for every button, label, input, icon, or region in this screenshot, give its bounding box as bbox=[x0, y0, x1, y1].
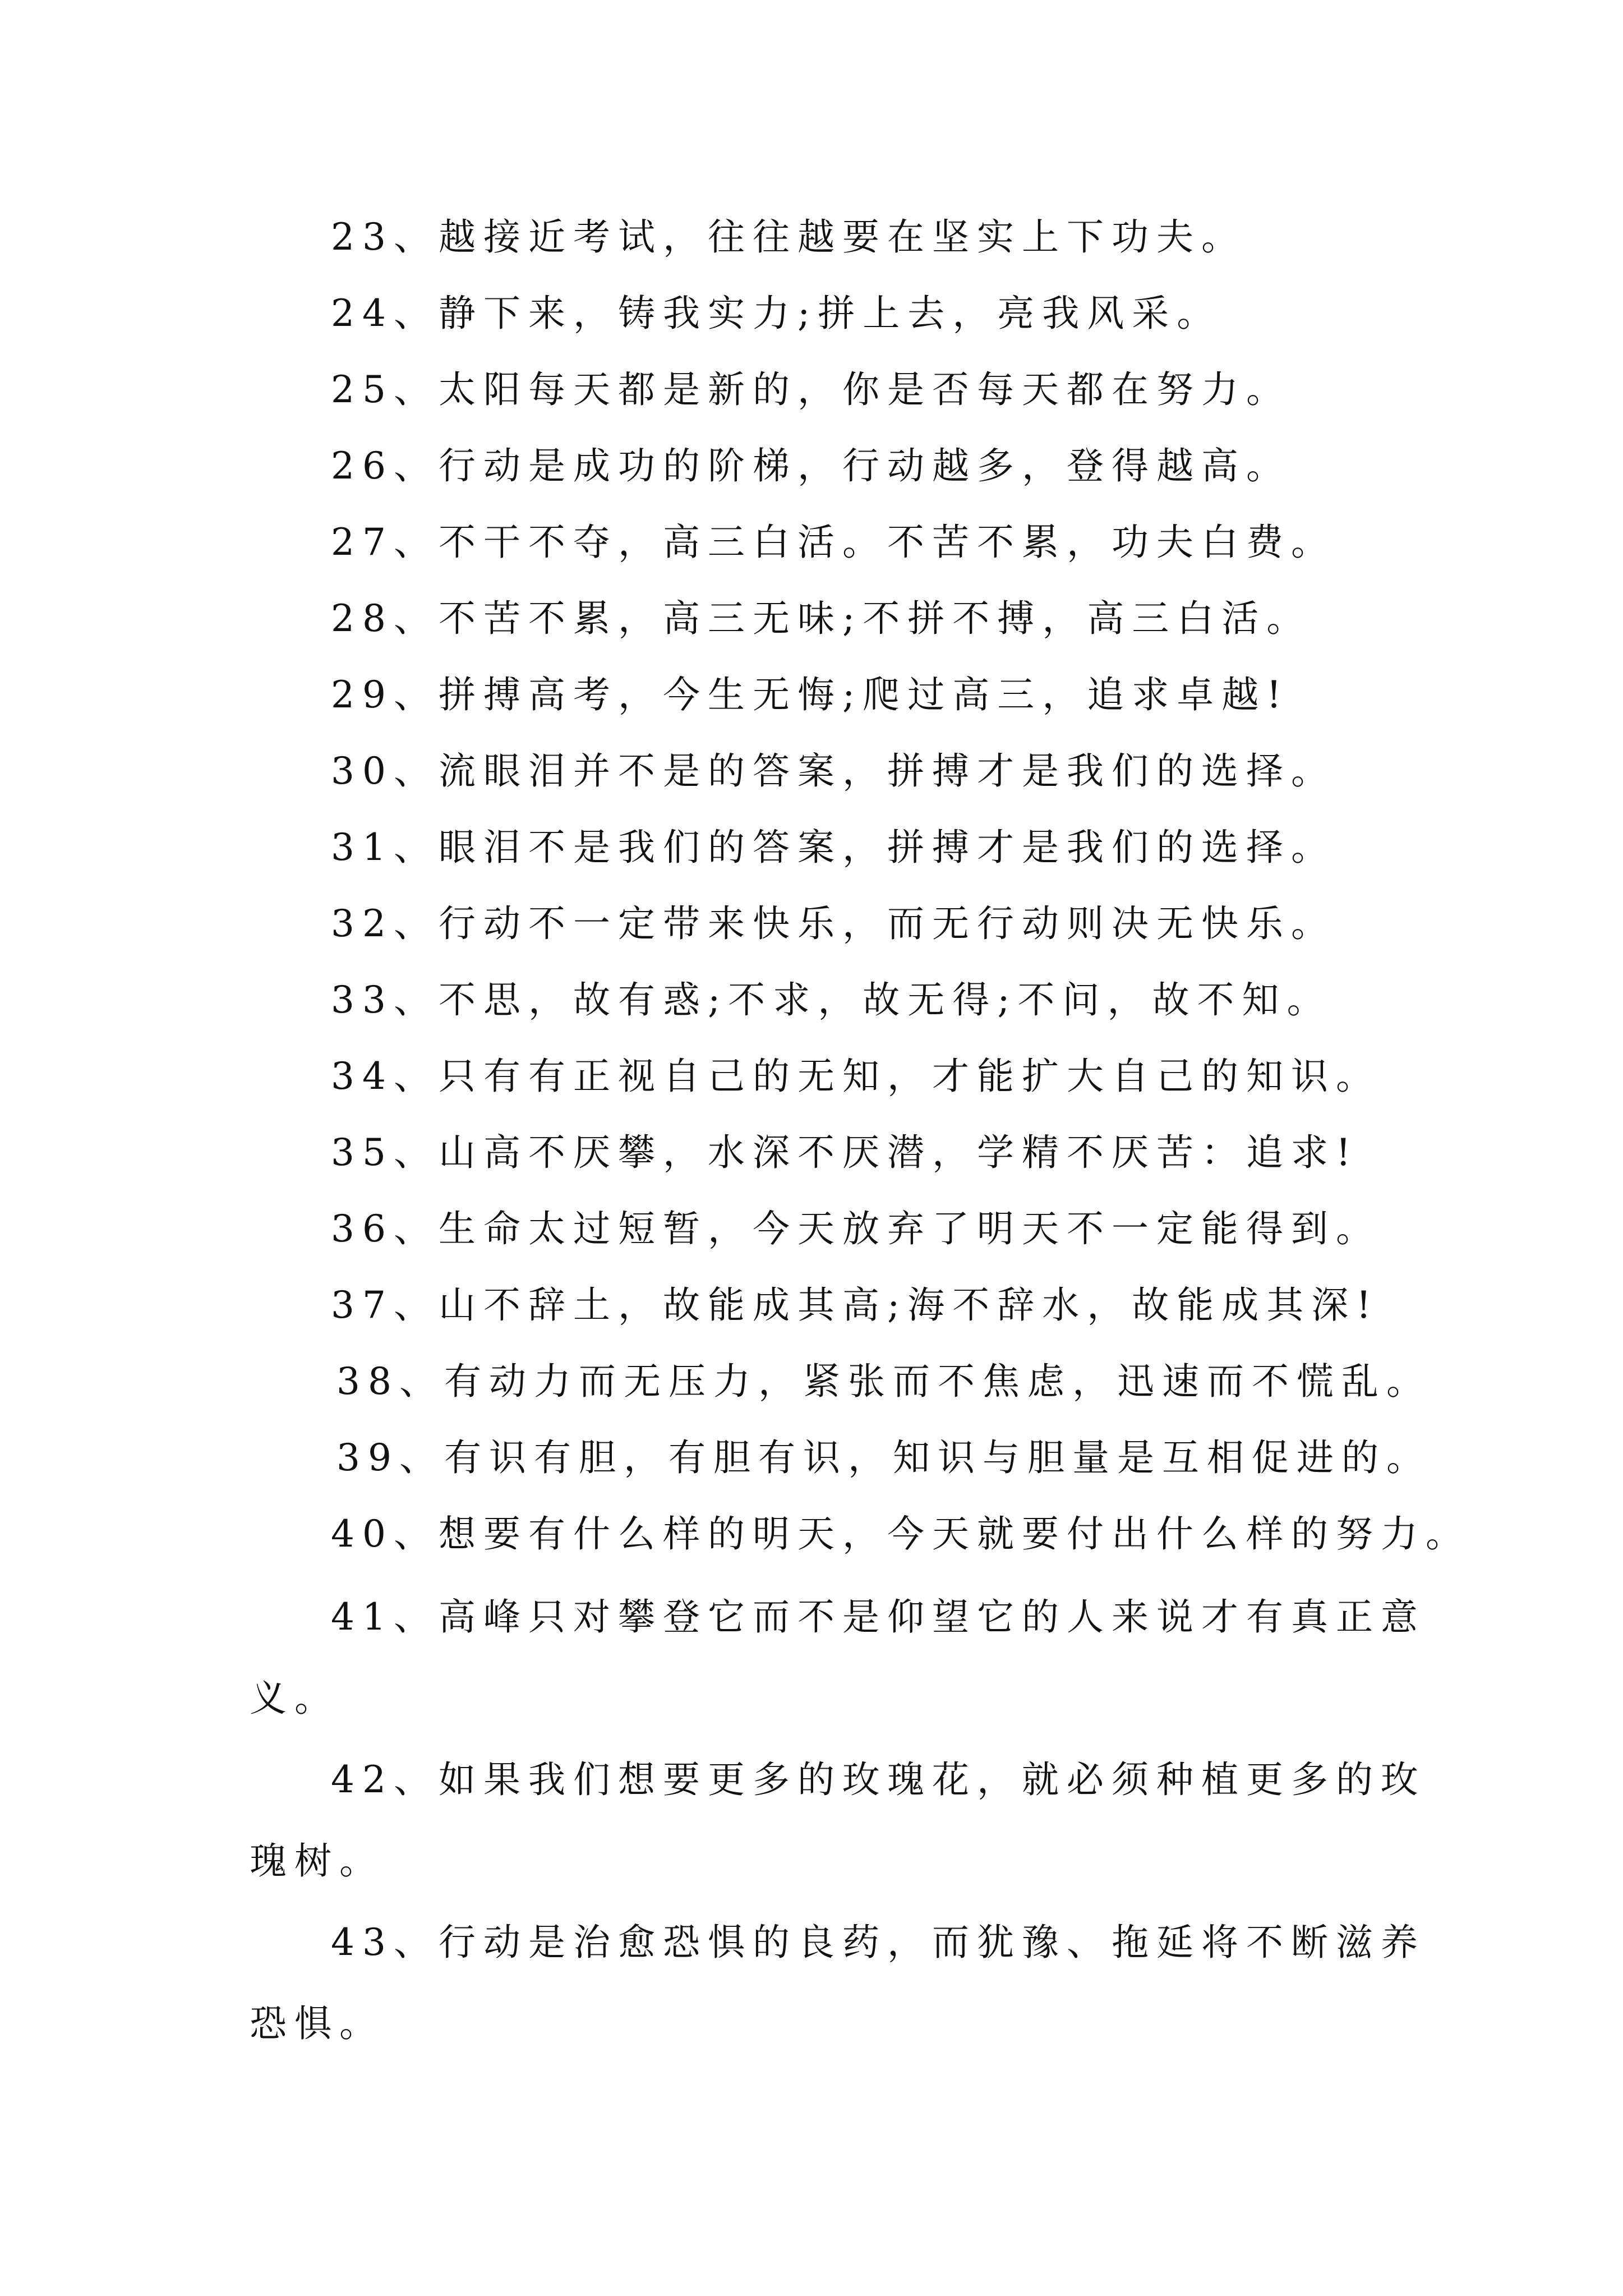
text-line-continuation: 义。 bbox=[250, 1677, 339, 1720]
text-line: 32、行动不一定带来快乐，而无行动则决无快乐。 bbox=[331, 902, 1336, 945]
text-line: 37、山不辞土，故能成其高;海不辞水，故能成其深! bbox=[331, 1283, 1379, 1327]
text-line: 24、静下来，铸我实力;拼上去，亮我风采。 bbox=[331, 292, 1222, 335]
text-line: 29、拼搏高考，今生无悔;爬过高三，追求卓越! bbox=[331, 673, 1289, 716]
text-line: 31、眼泪不是我们的答案，拼搏才是我们的选择。 bbox=[331, 826, 1336, 869]
text-line: 25、太阳每天都是新的，你是否每天都在努力。 bbox=[331, 368, 1291, 411]
text-line: 26、行动是成功的阶梯，行动越多，登得越高。 bbox=[331, 444, 1291, 487]
text-line: 38、有动力而无压力，紧张而不焦虑，迅速而不慌乱。 bbox=[336, 1360, 1431, 1403]
text-line-continuation: 恐惧。 bbox=[250, 2002, 384, 2045]
text-line: 43、行动是治愈恐惧的良药，而犹豫、拖延将不断滋养 bbox=[331, 1921, 1426, 1964]
text-line: 23、越接近考试，往往越要在坚实上下功夫。 bbox=[331, 215, 1246, 259]
text-line: 39、有识有胆，有胆有识，知识与胆量是互相促进的。 bbox=[336, 1436, 1431, 1479]
text-line: 28、不苦不累，高三无味;不拼不搏，高三白活。 bbox=[331, 597, 1312, 640]
text-line: 41、高峰只对攀登它而不是仰望它的人来说才有真正意 bbox=[331, 1595, 1426, 1639]
text-line: 30、流眼泪并不是的答案，拼搏才是我们的选择。 bbox=[331, 749, 1336, 793]
text-line: 35、山高不厌攀，水深不厌潜，学精不厌苦：追求! bbox=[331, 1131, 1359, 1174]
text-line: 33、不思，故有惑;不求，故无得;不问，故不知。 bbox=[331, 978, 1332, 1022]
text-line: 40、想要有什么样的明天，今天就要付出什么样的努力。 bbox=[331, 1512, 1470, 1556]
text-line: 36、生命太过短暂，今天放弃了明天不一定能得到。 bbox=[331, 1207, 1381, 1250]
text-line: 42、如果我们想要更多的玫瑰花，就必须种植更多的玫 bbox=[331, 1758, 1426, 1801]
text-line: 27、不干不夺，高三白活。不苦不累，功夫白费。 bbox=[331, 521, 1336, 564]
text-line: 34、只有有正视自己的无知，才能扩大自己的知识。 bbox=[331, 1055, 1381, 1098]
text-line-continuation: 瑰树。 bbox=[250, 1839, 384, 1883]
